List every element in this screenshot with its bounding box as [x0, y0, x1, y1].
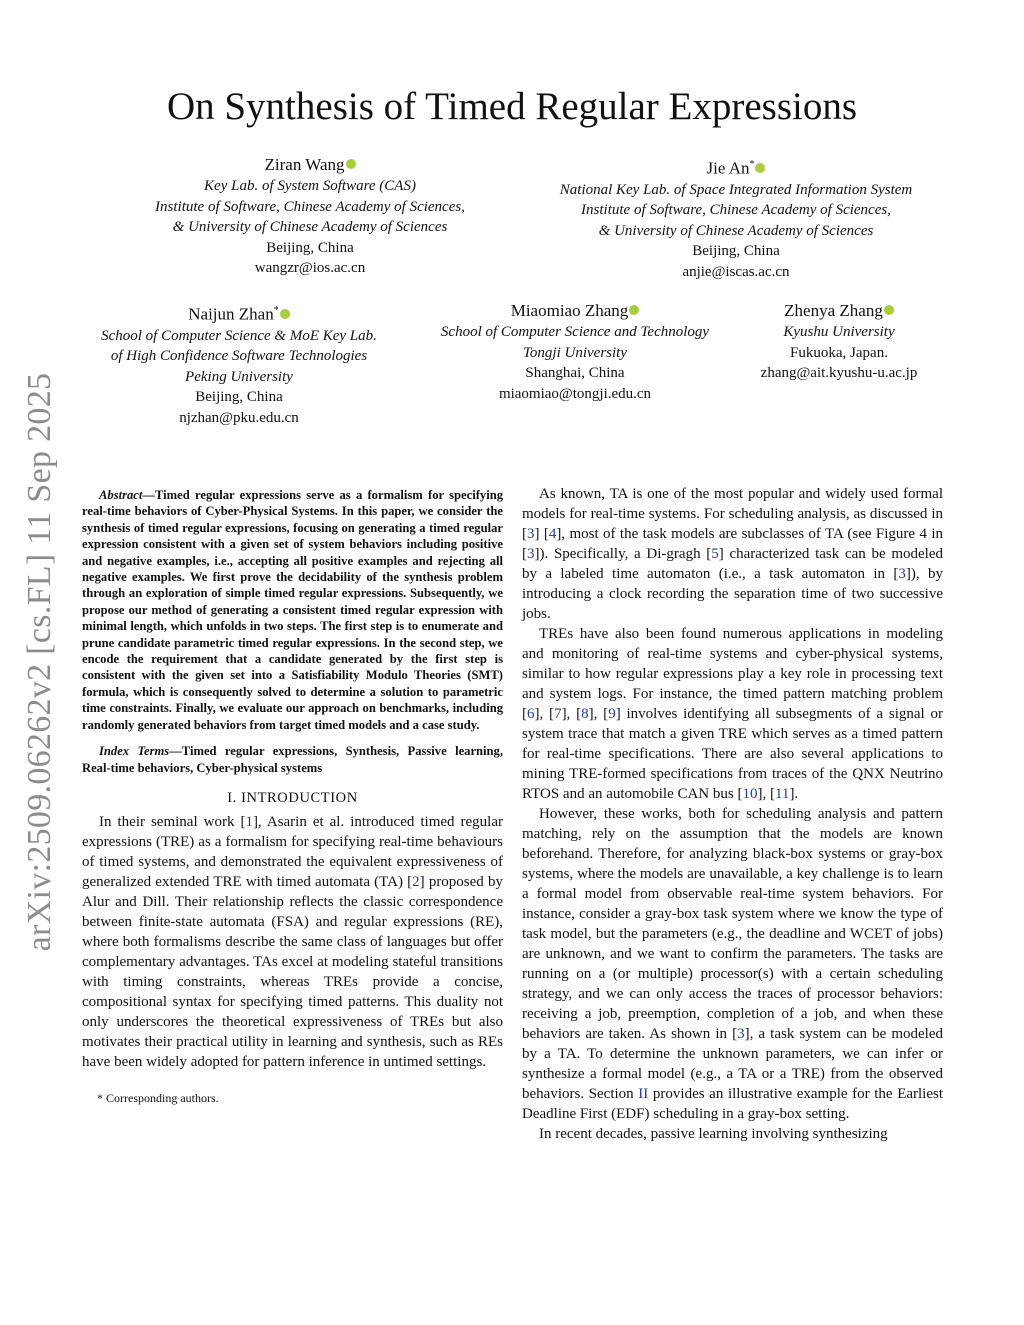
author-affiliation: School of Computer Science and Technology [440, 324, 710, 340]
body-paragraph [522, 1124, 943, 1144]
orcid-icon[interactable] [755, 163, 765, 173]
author-location: Fukuoka, Japan. [790, 344, 888, 361]
index-terms-text: Timed regular expressions, Synthesis, Passive learning, Real-time behaviors, Cyber-physical systems [82, 744, 503, 775]
paragraph-text: ] involves identifying all subsegments of a signal or system trace that match a given TRE which serves as a timed pattern for real-time specifications. There are also several applications to mining TRE-formed specifications from traces of the QNX Neutrino RTOS and an automobile CAN bus [ [522, 706, 943, 802]
author-affiliation: Kyushu University [783, 324, 895, 340]
paragraph-text: ], most of the task models are subclasses of TA (see Figure 4 in [ [522, 526, 943, 562]
paragraph-text: In their seminal work [ [99, 813, 246, 830]
author-location: Shanghai, China [525, 365, 625, 381]
author-email: miaomiao@tongji.edu.cn [498, 385, 652, 402]
citation-link[interactable]: 7 [554, 706, 562, 722]
orcid-icon[interactable] [346, 159, 356, 169]
author-block-5 [735, 300, 943, 384]
paragraph-text: ]), by introducing a clock recording the separation time of two successive jobs. [522, 566, 943, 622]
paragraph-text: ], [ [757, 786, 775, 802]
section-heading-introduction: I. INTRODUCTION [227, 789, 358, 806]
author-email: anjie@iscas.ac.cn [682, 263, 790, 280]
author-block-1 [100, 154, 520, 279]
paper-title: On Synthesis of Timed Regular Expressions [166, 85, 858, 128]
citation-link[interactable]: 5 [711, 546, 719, 562]
author-name: Miaomiao Zhang [405, 300, 745, 322]
author-location: Beijing, China [692, 243, 780, 260]
body-paragraph [522, 624, 943, 804]
body-paragraph [522, 484, 943, 624]
index-terms-label: Index Terms— [99, 744, 182, 759]
corresponding-author-mark: * [749, 159, 755, 170]
author-location: Beijing, China [195, 389, 283, 406]
arxiv-identifier-text: arXiv:2509.06262v2 [cs.FL] 11 Sep 2025 [21, 372, 58, 952]
paragraph-text: ] [ [534, 526, 549, 542]
citation-link[interactable]: 3 [898, 566, 906, 582]
paragraph-text: ]). Specifically, a Di-gragh [ [534, 546, 712, 562]
author-name: Naijun Zhan* [66, 300, 412, 326]
abstract-label: Abstract— [99, 488, 155, 502]
paragraph-text: ], [ [534, 706, 555, 722]
author-affiliation: of High Confidence Software Technologies [110, 348, 368, 365]
author-block-4 [405, 300, 745, 404]
introduction-paragraph [82, 812, 503, 1072]
paragraph-text: ], [ [561, 706, 582, 722]
left-column [82, 487, 503, 1106]
paragraph-text: ], a task system can be modeled by a TA. To determine the unknown parameters, we can infer or synthesize a formal model (e.g., a TA or a TRE) from the observed behaviors. Section [522, 1026, 943, 1102]
author-block-3 [66, 300, 412, 428]
citation-link[interactable]: 1 [245, 813, 253, 830]
author-block-2 [515, 154, 957, 282]
author-name: Ziran Wang [100, 154, 520, 176]
paragraph-text: However, these works, both for scheduling analysis and pattern matching, rely on the assumption that the models are known beforehand. Therefore, for analyzing black-box systems or gray-box systems, where the models are unavailable, a key challenge is to learn a formal model from observable real-time system behaviors. For instance, consider a gray-box task system where we know the type of task model, but the parameters (e.g., the deadline and WCET of jobs) are unknown, and we want to confirm the parameters. The tasks are running on a (or multiple) processor(s) with a certain scheduling strategy, and we can only access the traces of processor behaviors: receiving a job, preemption, completion of a job, and when these behaviors are taken. As shown in [ [522, 806, 943, 1042]
paragraph-text: As known, TA is one of the most popular and widely used formal models for real-time systems. For scheduling analysis, as discussed in [ [522, 486, 943, 542]
author-affiliation: Tongji University [522, 344, 628, 361]
citation-link[interactable]: 10 [742, 786, 758, 802]
author-email: zhang@ait.kyushu-u.ac.jp [760, 365, 918, 381]
citation-link[interactable]: 11 [774, 786, 790, 802]
author-affiliation: & University of Chinese Academy of Sciences [172, 219, 448, 235]
citation-link[interactable]: II [638, 1086, 649, 1102]
index-terms [82, 743, 503, 776]
orcid-icon[interactable] [884, 305, 894, 315]
citation-link[interactable]: 9 [608, 706, 616, 722]
author-location: Beijing, China [266, 239, 354, 256]
author-email: wangzr@ios.ac.cn [254, 260, 366, 276]
author-affiliation: School of Computer Science & MoE Key Lab. [101, 327, 377, 344]
author-affiliation: National Key Lab. of Space Integrated Information System [559, 181, 913, 198]
author-name: Jie An* [515, 154, 957, 180]
citation-link[interactable]: 2 [412, 873, 420, 890]
abstract [82, 487, 503, 733]
orcid-icon[interactable] [629, 305, 639, 315]
citation-link[interactable]: 4 [548, 526, 557, 542]
author-affiliation: Institute of Software, Chinese Academy of Sciences, [581, 202, 891, 219]
paragraph-text: TREs have also been found numerous applications in modeling and monitoring of real-time systems and cyber-physical systems, similar to how regular expressions play a key role in processing text and system logs. For instance, the timed pattern matching problem [ [522, 626, 943, 722]
paragraph-text: ], [ [588, 706, 609, 722]
corresponding-author-mark: * [273, 305, 279, 316]
paragraph-text: ] proposed by Alur and Dill. Their relationship reflects the classic correspondence between finite-state automata (FSA) and regular expressions (RE), where both formalisms describe the same class of languages but offer complementary advantages. TAs excel at modeling stateful transitions with timing constraints, whereas TREs provide a concise, compositional syntax for specifying timed patterns. This duality not only underscores the theoretical expressiveness of TREs but also motivates their practical utility in learning and synthesis, such as REs have been widely adopted for pattern inference in untimed settings. [82, 873, 503, 1070]
paragraph-text: In recent decades, passive learning involving synthesizing [539, 1126, 888, 1142]
citation-link[interactable]: 3 [527, 546, 535, 562]
citation-link[interactable]: 6 [527, 706, 535, 722]
author-name: Zhenya Zhang [735, 300, 943, 322]
author-affiliation: Institute of Software, Chinese Academy of Sciences, [155, 198, 465, 215]
author-affiliation: Peking University [185, 368, 293, 385]
paragraph-text: ]. [789, 786, 799, 802]
orcid-icon[interactable] [280, 309, 290, 319]
citation-link[interactable]: 3 [527, 526, 535, 542]
paragraph-text: provides an illustrative example for the Earliest Deadline First (EDF) scheduling in a gray-box setting. [522, 1086, 944, 1122]
author-affiliation: & University of Chinese Academy of Sciences [598, 222, 874, 239]
paragraph-text: ], Asarin et al. introduced timed regular expressions (TRE) as a formalism for specifying real-time behaviours of timed systems, and demonstrated the equivalent expressiveness of generalized extended TRE with timed automata (TA) [ [82, 813, 503, 890]
author-email: njzhan@pku.edu.cn [179, 409, 299, 426]
citation-link[interactable]: 8 [581, 706, 589, 722]
footnote: * Corresponding authors. [97, 1090, 219, 1105]
body-paragraph [522, 804, 943, 1124]
citation-link[interactable]: 3 [737, 1026, 745, 1042]
right-column [522, 484, 943, 1144]
paragraph-text: ] characterized task can be modeled by a labeled time automaton (i.e., a task automaton in [ [522, 546, 943, 582]
abstract-text: Timed regular expressions serve as a formalism for specifying real-time behaviors of Cyber-Physical Systems. In this paper, we consider the synthesis of timed regular expressions, focusing on generating a timed regular expression consistent with a given set of system behaviors including positive and negative examples, i.e., accepting all positive examples and rejecting all negative examples. We first prove the decidability of the synthesis problem through an exploration of simple timed regular expressions. Subsequently, we propose our method of generating a consistent timed regular expression with minimal length, which unfolds in two steps. The first step is to enumerate and prune candidate parametric timed regular expressions. In the second step, we encode the requirement that a candidate generated by the first step is consistent with the given set into a Satisfiability Modulo Theories (SMT) formula, which is consequently solved to determine a solution to parametric time constraints. Finally, we evaluate our approach on benchmarks, including randomly generated behaviors from target timed models and a case study. [82, 488, 503, 732]
author-affiliation: Key Lab. of System Software (CAS) [204, 178, 416, 194]
